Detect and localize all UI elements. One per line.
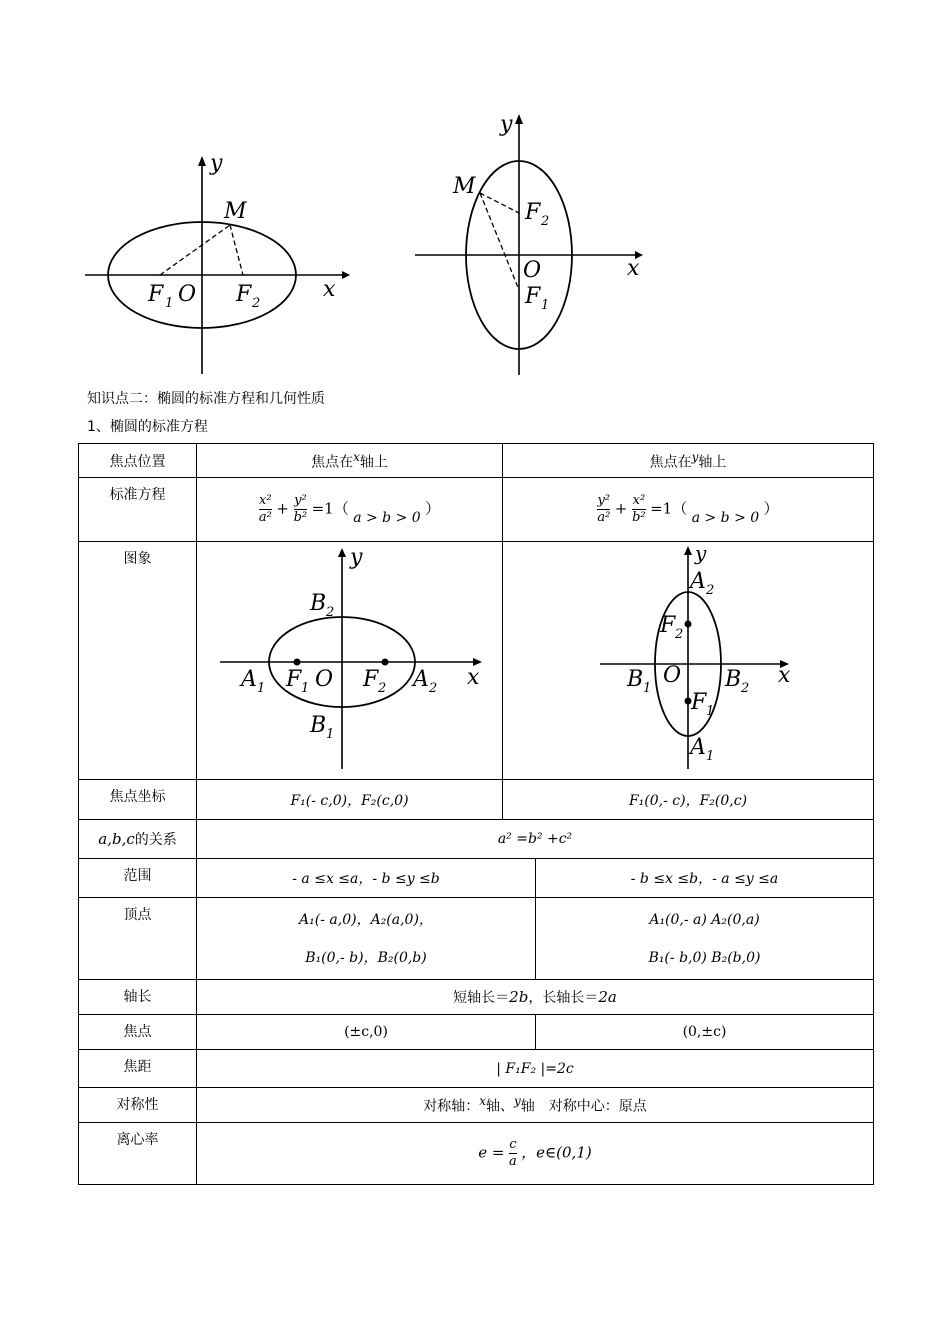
origin-label: O bbox=[178, 282, 197, 307]
row-label: 离心率 bbox=[79, 1123, 197, 1185]
svg-text:2: 2 bbox=[377, 680, 386, 696]
table-row bbox=[79, 980, 874, 1015]
svg-text:A: A bbox=[690, 568, 706, 594]
svg-text:1: 1 bbox=[643, 680, 652, 696]
row-label: 焦点坐标 bbox=[79, 780, 197, 820]
foci-y: (0,±c) bbox=[536, 1015, 874, 1050]
svg-text:1: 1 bbox=[325, 726, 334, 742]
row-label: 标准方程 bbox=[79, 478, 197, 542]
svg-text:A: A bbox=[412, 666, 429, 692]
row-label: 焦距 bbox=[79, 1050, 197, 1088]
table-row bbox=[79, 542, 874, 780]
svg-text:1: 1 bbox=[706, 748, 715, 764]
svg-text:x: x bbox=[778, 662, 791, 688]
foci-x: (±c,0) bbox=[197, 1015, 536, 1050]
f1-sub: 1 bbox=[165, 296, 174, 311]
svg-text:2: 2 bbox=[428, 680, 437, 696]
f2-label: F bbox=[236, 282, 252, 307]
range-x: - a ≤x ≤a，- b ≤y ≤b bbox=[197, 859, 536, 898]
row-label: 顶点 bbox=[79, 898, 197, 980]
focal-distance-value: | F₁F₂ |=2c bbox=[197, 1050, 874, 1088]
subsection-title: 1、椭圆的标准方程 bbox=[87, 419, 208, 435]
svg-text:y: y bbox=[695, 543, 707, 565]
svg-text:1: 1 bbox=[706, 703, 715, 719]
table-row bbox=[79, 820, 874, 859]
table-row bbox=[79, 898, 874, 980]
vertices-y: A₁(0,- a) A₂(0,a) B₁(- b,0) B₂(b,0) bbox=[536, 898, 874, 980]
svg-text:B: B bbox=[627, 666, 644, 692]
svg-text:F: F bbox=[660, 612, 676, 638]
eccentricity-value: e = $\frac{c}{a}$ ，e∈(0,1) bbox=[197, 1123, 874, 1185]
point-m-label: M bbox=[224, 199, 247, 224]
symmetry-value: 对称轴：$^x$轴、$^y$轴 对称中心：原点 bbox=[197, 1088, 874, 1123]
ellipse-properties-table bbox=[78, 443, 874, 1185]
row-label: 图象 bbox=[79, 542, 197, 780]
row-label: a,b,c的关系 bbox=[79, 820, 197, 859]
svg-text:1: 1 bbox=[256, 680, 265, 696]
graph-vertical-ellipse bbox=[568, 544, 808, 774]
svg-text:A: A bbox=[690, 734, 706, 760]
f1-sub: 1 bbox=[541, 298, 550, 313]
table-row bbox=[79, 444, 874, 478]
table-row bbox=[79, 1123, 874, 1185]
table-row bbox=[79, 780, 874, 820]
row-label: 焦点 bbox=[79, 1015, 197, 1050]
table-row bbox=[79, 1088, 874, 1123]
vertices-x: A₁(- a,0)，A₂(a,0)， B₁(0,- b)，B₂(0,b) bbox=[197, 898, 536, 980]
x-label: x bbox=[323, 277, 336, 302]
axis-length-value: 短轴长＝2b，长轴长＝2a bbox=[197, 980, 874, 1015]
section-title: 知识点二：椭圆的标准方程和几何性质 bbox=[87, 391, 325, 407]
svg-text:O: O bbox=[663, 662, 682, 688]
svg-text:2: 2 bbox=[741, 680, 750, 696]
graph-horizontal-ellipse bbox=[205, 544, 495, 774]
graph-y-focus bbox=[503, 542, 874, 780]
x-label: x bbox=[627, 256, 640, 281]
svg-text:O: O bbox=[314, 666, 333, 692]
equation-y-focus: $\frac{\text{y²}}{\text{a²}}$ + $\frac{\text{x²}}{\text{b²}}$ =1（ a > b > 0 ） bbox=[503, 478, 874, 542]
f2-sub: 2 bbox=[541, 214, 550, 229]
svg-text:2: 2 bbox=[675, 626, 684, 642]
graph-x-focus bbox=[197, 542, 503, 780]
row-label: 范围 bbox=[79, 859, 197, 898]
svg-text:A: A bbox=[240, 666, 257, 692]
focus-coords-y: F₁(0,- c)，F₂(0,c) bbox=[503, 780, 874, 820]
row-label: 对称性 bbox=[79, 1088, 197, 1123]
svg-text:B: B bbox=[309, 712, 326, 738]
figure-vertical-ellipse bbox=[410, 105, 660, 380]
svg-text:y: y bbox=[349, 544, 362, 570]
table-row bbox=[79, 1015, 874, 1050]
table-row bbox=[79, 1050, 874, 1088]
svg-text:1: 1 bbox=[300, 680, 309, 696]
header-x-focus: 焦点在$^x$轴上 bbox=[197, 444, 503, 478]
focus-coords-x: F₁(- c,0)，F₂(c,0) bbox=[197, 780, 503, 820]
header-y-focus: 焦点在$^y$轴上 bbox=[503, 444, 874, 478]
table-row bbox=[79, 478, 874, 542]
figure-horizontal-ellipse bbox=[80, 150, 360, 380]
svg-text:F: F bbox=[691, 689, 707, 715]
f1-label: F bbox=[525, 284, 541, 309]
y-label: y bbox=[500, 112, 513, 137]
svg-text:2: 2 bbox=[325, 604, 334, 620]
row-label: 轴长 bbox=[79, 980, 197, 1015]
table-row bbox=[79, 859, 874, 898]
svg-text:B: B bbox=[309, 590, 326, 616]
svg-text:F: F bbox=[362, 666, 378, 692]
row-label: 焦点位置 bbox=[79, 444, 197, 478]
equation-x-focus: $\frac{\text{x²}}{\text{a²}}$ + $\frac{\text{y²}}{\text{b²}}$ =1（ a > b > 0 ） bbox=[197, 478, 503, 542]
svg-text:F: F bbox=[285, 666, 301, 692]
f2-sub: 2 bbox=[252, 296, 261, 311]
origin-label: O bbox=[523, 258, 542, 283]
f2-label: F bbox=[525, 200, 541, 225]
point-m-label: M bbox=[453, 174, 476, 199]
svg-text:x: x bbox=[466, 664, 479, 690]
relation-value: a² =b² +c² bbox=[197, 820, 874, 859]
svg-text:2: 2 bbox=[706, 582, 715, 598]
y-label: y bbox=[210, 151, 223, 176]
f1-label: F bbox=[148, 282, 164, 307]
range-y: - b ≤x ≤b，- a ≤y ≤a bbox=[536, 859, 874, 898]
svg-text:B: B bbox=[725, 666, 742, 692]
